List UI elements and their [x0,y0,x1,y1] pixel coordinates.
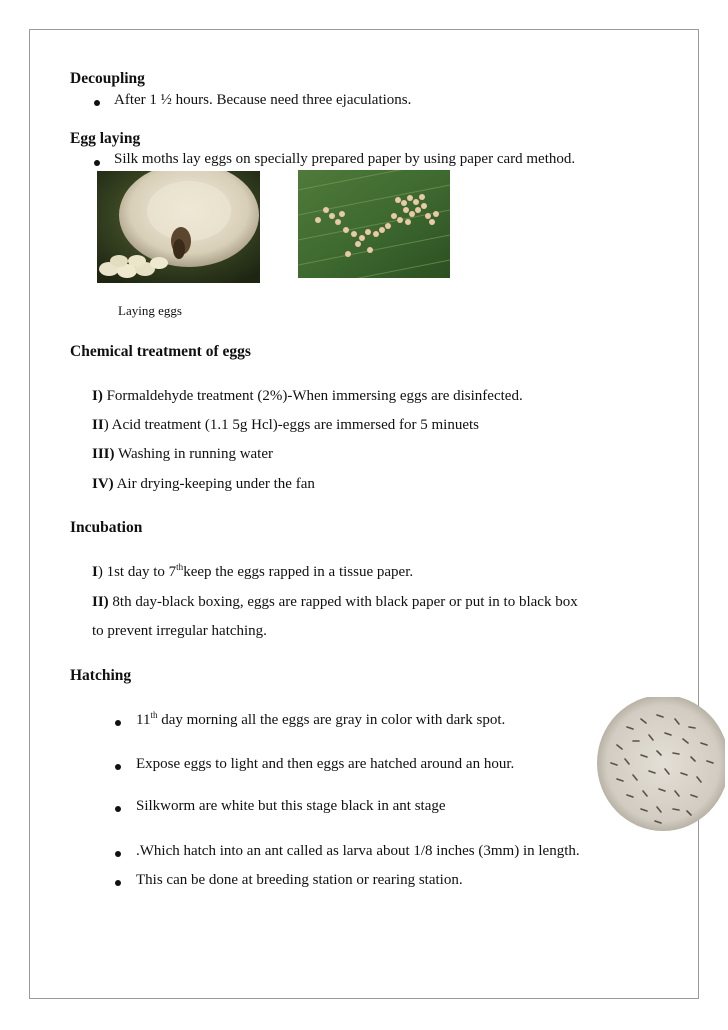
photo-caption: Laying eggs [118,303,182,318]
chemical-item-3 [92,446,273,463]
item-text: ) Acid treatment (1.1 5g Hcl)-eggs are immersed for 5 minuets [103,417,479,433]
item-text: keep the eggs rapped in a tissue paper. [183,564,414,580]
hatching-item-4: .Which hatch into an ant called as larva about 1/8 inches (3mm) in length. [136,843,580,859]
eggs-on-leaf-photo [298,170,450,278]
item-text: Air drying-keeping under the fan [113,476,315,492]
section-heading-hatching: Hatching [70,667,132,684]
item-number: II) [92,594,109,610]
item-number: II [92,417,104,433]
item-text: Washing in running water [114,446,274,462]
hatching-item-1 [136,712,505,729]
item-number: I [92,564,98,580]
chemical-item-1 [92,388,523,405]
bullet-icon [115,806,121,812]
incubation-item-2-continued: to prevent irregular hatching. [92,623,267,639]
item-number: IV) [92,476,114,492]
chemical-item-2 [92,417,479,434]
moth-laying-eggs-photo [97,171,260,283]
incubation-item-1 [92,564,413,581]
egg-laying-item: Silk moths lay eggs on specially prepared paper by using paper card method. [114,151,576,167]
bullet-icon [115,720,121,726]
section-heading-incubation: Incubation [70,519,143,536]
incubation-item-2 [92,594,578,611]
bullet-icon [115,851,121,857]
superscript: th [176,562,184,572]
item-text: 11 [136,712,151,728]
item-number: I) [92,388,103,404]
bullet-icon [94,100,100,106]
item-number: III) [92,446,115,462]
bullet-icon [94,160,100,166]
section-heading-decoupling: Decoupling [70,70,145,87]
hatching-item-2: Expose eggs to light and then eggs are hatched around an hour. [136,756,515,772]
section-heading-egg-laying: Egg laying [70,130,141,147]
item-text: ) 1st day to 7 [97,564,177,580]
hatched-larvae-photo [597,697,725,833]
chemical-item-4 [92,476,315,493]
item-text: Formaldehyde treatment (2%)-When immersing eggs are disinfected. [102,388,523,404]
hatching-item-3: Silkworm are white but this stage black in ant stage [136,798,446,814]
bullet-icon [115,764,121,770]
hatching-item-5: This can be done at breeding station or rearing station. [136,872,463,888]
section-heading-chemical: Chemical treatment of eggs [70,343,251,360]
decoupling-item: After 1 ½ hours. Because need three ejaculations. [114,92,412,108]
superscript: th [150,710,158,720]
item-text: 8th day-black boxing, eggs are rapped with black paper or put in to black box [108,594,578,610]
item-text: day morning all the eggs are gray in color with dark spot. [157,712,506,728]
bullet-icon [115,880,121,886]
